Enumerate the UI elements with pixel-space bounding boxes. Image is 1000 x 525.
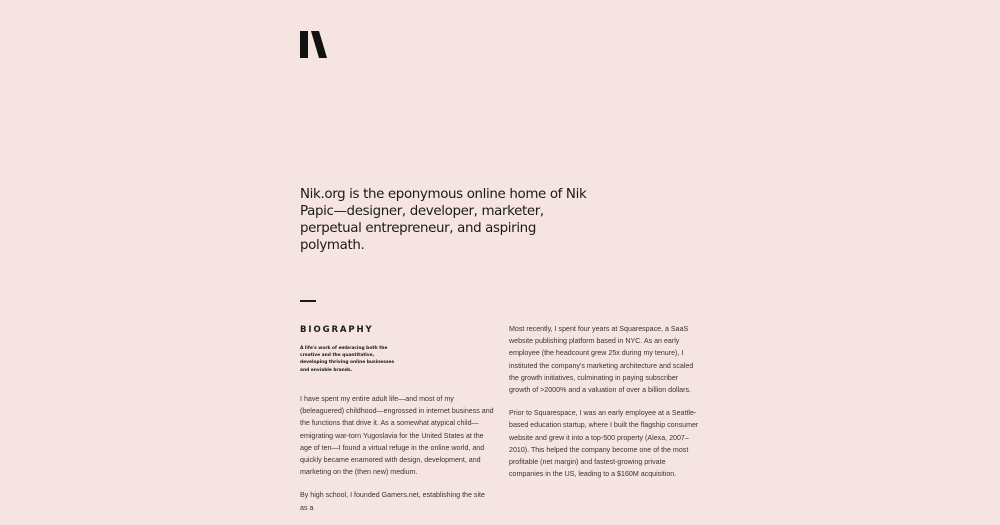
section-divider bbox=[300, 300, 316, 302]
biography-left-column bbox=[300, 393, 494, 525]
intro-statement: Nik.org is the eponymous online home of Nik Papic—designer, developer, marketer, perpetual entrepreneur, and aspiring polymath. bbox=[300, 187, 587, 253]
nik-logo-icon[interactable] bbox=[300, 31, 327, 58]
section-title-biography: BIOGRAPHY bbox=[300, 325, 374, 335]
biography-right-column bbox=[509, 323, 699, 491]
biography-paragraph: By high school, I founded Gamers.net, establishing the site as a bbox=[300, 491, 485, 512]
biography-paragraph: Most recently, I spent four years at Squarespace, a SaaS website publishing platform based in NYC. As an early employee (the headcount grew 25x during my tenure), I instituted the company's marketing architecture and scaled the growth initiatives, culminating in paying subscriber growth of >2000% and a valuation of over a billion dollars. bbox=[509, 325, 694, 395]
biography-paragraph: I have spent my entire adult life—and most of my (beleaguered) childhood—engrossed in internet business and the functions that drive it. As a somewhat atypical child—emigrating war-torn Yugoslavia for the United States at the age of ten—I found a virtual refuge in the online world, and quickly became enamored with design, development, and marketing on the (then new) medium. bbox=[300, 395, 494, 477]
biography-tagline: A life's work of embracing both the creative and the quantitative, developing thriving online businesses and enviable brands. bbox=[300, 346, 395, 373]
biography-paragraph: Prior to Squarespace, I was an early employee at a Seattle-based education startup, where I built the flagship consumer website and grew it into a top-500 property (Alexa, 2007–2010). This helped the company become one of the most profitable (net margin) and fastest-growing private companies in the US, leading to a $160M acquisition. bbox=[509, 409, 699, 479]
